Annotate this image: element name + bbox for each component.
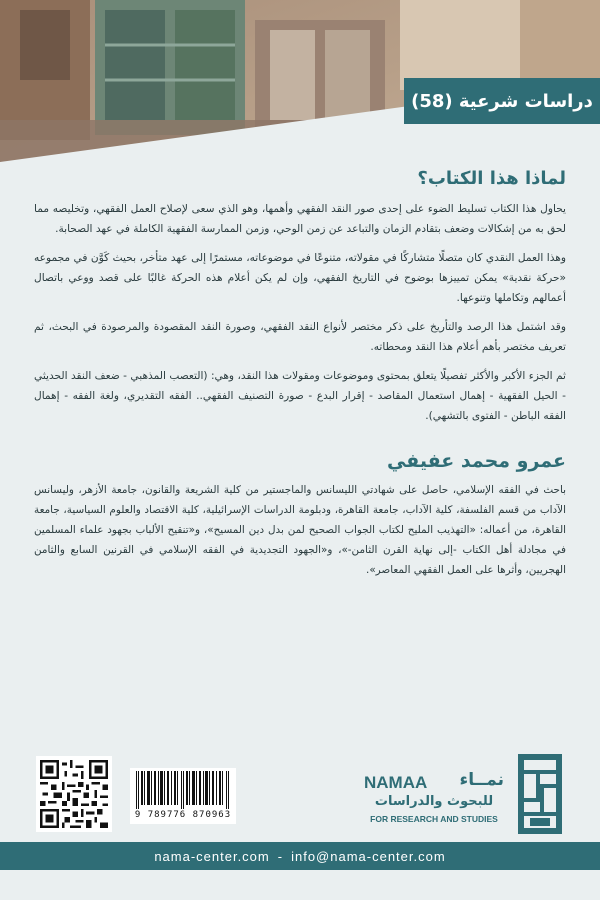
footer-separator: - bbox=[277, 848, 284, 864]
website-link[interactable]: nama-center.com bbox=[154, 848, 270, 864]
publisher-name-arabic: نمــاء bbox=[459, 770, 504, 790]
footer-bar bbox=[0, 842, 600, 870]
publisher-subtitle-arabic: للبحوث والدراسات bbox=[374, 794, 494, 809]
blurb-paragraph-2: وهذا العمل النقدي كان متصلًا متشاركًا في مقولاته، متنوعًا في موضوعاته، مستمرًا إلى عهد متأخر، بحيث كَوَّن في مجموعه «حركة نقدية» يمكن تمييزها بوضوح في التاريخ الفقهي، وإن لم يكن أعلام هذه الحركة غالبًا على قصد ووعي باتصال أعمالهم وتكاملها وتنوعها. bbox=[34, 252, 566, 304]
email-link[interactable]: info@nama-center.com bbox=[291, 848, 446, 864]
blurb-paragraph-1: يحاول هذا الكتاب تسليط الضوء على إحدى صور النقد الفقهي وأهمها، وهو الذي سعى لإصلاح العمل الفقهي، وتخليصه مما لحق به من إشكالات وضعف بتقادم الزمان والتباعد عن زمن الوحي، وزمن الممارسة الفقهية الكاملة في عهد الصحابة. bbox=[34, 203, 566, 235]
blurb-paragraph-4: ثم الجزء الأكبر والأكثر تفصيلًا يتعلق بمحتوى وموضوعات ومقولات هذا النقد، وهي: (التعصب المذهبي - ضعف النقد الحديثي - الحيل الفقهية - إهمال استعمال المقاصد - إقرار البدع - صورة التصنيف الفقهي.. الفقه التقديري، ولغة الفقه - إهمال الفقه الباطن - الفتوى بالتشهي). bbox=[34, 370, 566, 422]
series-badge: دراسات شرعية (58) bbox=[404, 78, 600, 124]
author-name: عمرو محمد عفيفي bbox=[386, 450, 566, 472]
section-heading: لماذا هذا الكتاب؟ bbox=[417, 168, 566, 189]
qr-code[interactable] bbox=[36, 756, 112, 832]
publisher-tagline: FOR RESEARCH AND STUDIES bbox=[370, 814, 498, 824]
publisher-block bbox=[360, 770, 508, 830]
publisher-name-latin: NAMAA bbox=[364, 773, 428, 792]
author-bio: باحث في الفقه الإسلامي، حاصل على شهادتي الليسانس والماجستير من كلية الشريعة والقانون، جامعة الأزهر، وليسانس الآداب من قسم الفلسفة، كلية الآداب، جامعة القاهرة، ودبلومة الدراسات الإسرائيلية، كلية الاقتصاد والعلوم السياسية، جامعة القاهرة، من أعماله: «التهذيب المليح لكتاب الجواب الصحيح لمن بدل دين المسيح»، و«تنقيح الألباب بجهود علماء المسلمين في مجادلة أهل الكتاب -إلى نهاية القرن الثامن-»، و«الجهود التجديدية في الفقه الإسلامي في القرنين السابع والثامن الهجريين، وأثرها على العمل الفقهي المعاصر». bbox=[34, 484, 566, 576]
isbn-barcode bbox=[130, 768, 236, 824]
publisher-logo-icon bbox=[518, 754, 562, 834]
blurb-paragraph-3: وقد اشتمل هذا الرصد والتأريخ على ذكر مختصر لأنواع النقد الفقهي، وصورة النقد المقصودة والمرصودة في البحث، ثم تعريف مختصر بأهم أعلام هذا النقد ومحطاته. bbox=[34, 321, 566, 353]
content-area bbox=[34, 168, 566, 580]
isbn-number: 9 789776 870963 bbox=[134, 810, 232, 820]
